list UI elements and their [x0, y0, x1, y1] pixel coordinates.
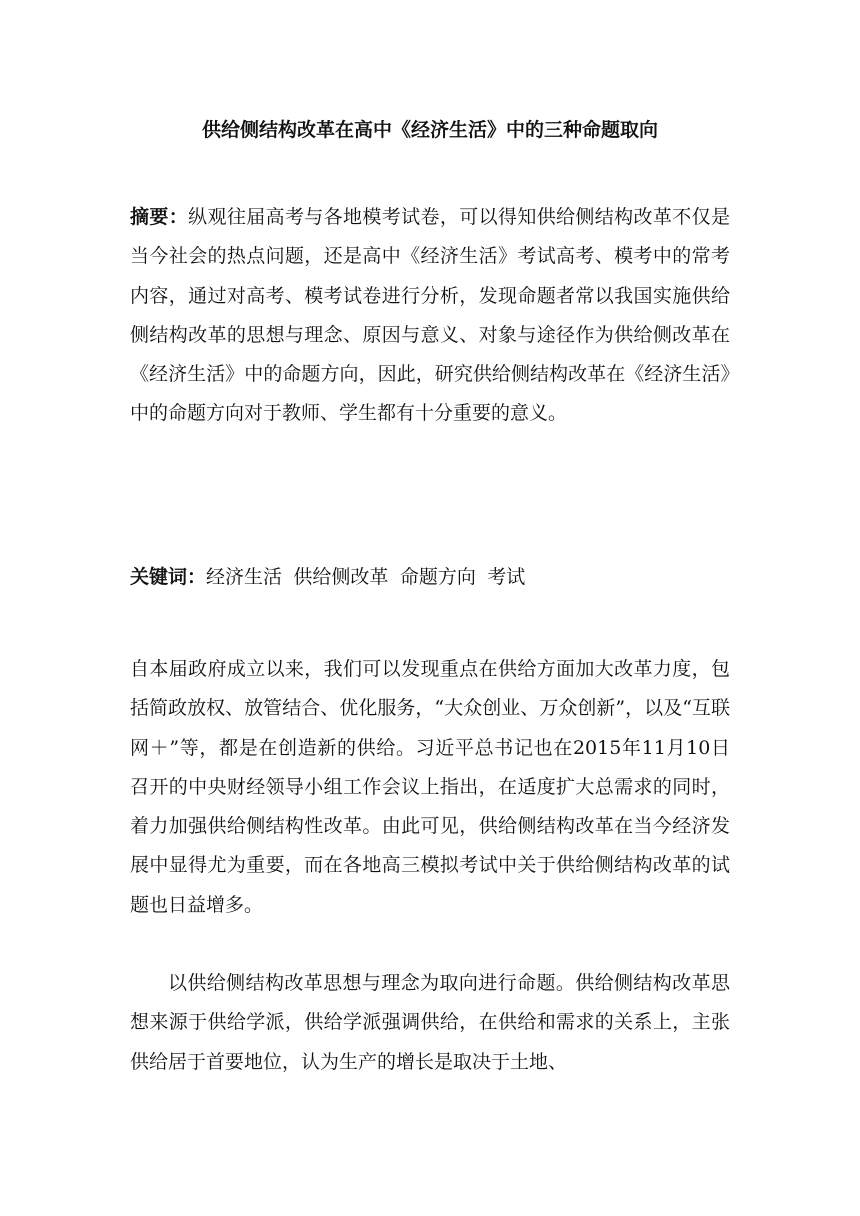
keyword: 考试 — [487, 566, 526, 588]
body-paragraph: 以供给侧结构改革思想与理念为取向进行命题。供给侧结构改革思想来源于供给学派，供给学派强调供给，在供给和需求的关系上，主张供给居于首要地位，认为生产的增长是取决于土地、 — [130, 972, 730, 1073]
body-paragraph: 自本届政府成立以来，我们可以发现重点在供给方面加大改革力度，包括简政放权、放管结合、优化服务，“大众创业、万众创新”，以及“互联网＋”等，都是在创造新的供给。习近平总书记也在2015年11月10日召开的中央财经领导小组工作会议上指出，在适度扩大总需求的同时，着力加强供给侧结构性改革。由此可见，供给侧结构改革在当今经济发展中显得尤为重要，而在各地高三模拟考试中关于供给侧结构改革的试题也日益增多。 — [130, 658, 730, 916]
keywords-paragraph — [130, 558, 730, 597]
abstract-label: 摘要： — [130, 206, 189, 228]
keyword: 经济生活 — [206, 566, 283, 588]
document-title: 供给侧结构改革在高中《经济生活》中的三种命题取向 — [201, 119, 658, 141]
abstract-text: 纵观往届高考与各地模考试卷，可以得知供给侧结构改革不仅是当今社会的热点问题，还是高中《经济生活》考试高考、模考中的常考内容，通过对高考、模考试卷进行分析，发现命题者常以我国实施供给侧结构改革的思想与理念、原因与意义、对象与途径作为供给侧改革在《经济生活》中的命题方向，因此，研究供给侧结构改革在《经济生活》中的命题方向对于教师、学生都有十分重要的意义。 — [130, 206, 730, 425]
keyword: 供给侧改革 — [293, 566, 389, 588]
keywords-label: 关键词： — [130, 566, 207, 588]
keyword: 命题方向 — [399, 566, 476, 588]
abstract-paragraph — [130, 198, 730, 434]
